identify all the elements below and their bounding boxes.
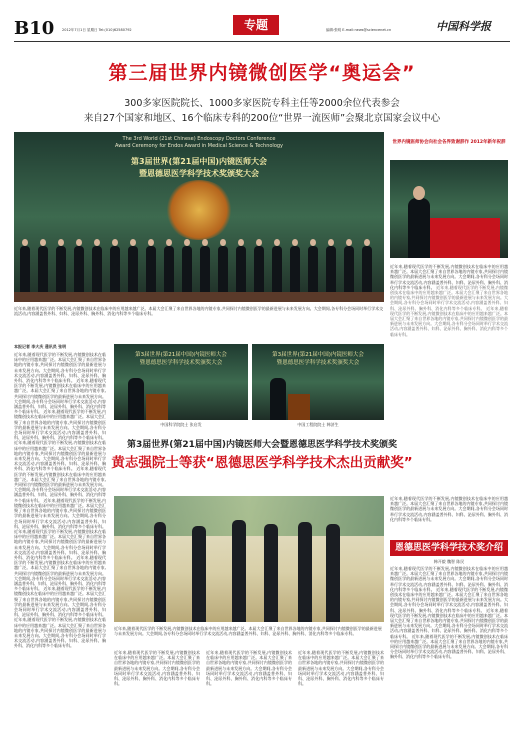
masthead-logo: 中国科学报 — [436, 20, 491, 33]
bottom-col-3 — [298, 650, 384, 734]
mid-left-stage-text: 第3届世界(第21届中国)内镜医师大会 — [135, 352, 227, 358]
left-column-body-3: 近年来,随着现代医学的不断发展,内镜微创技术在临床中的应用越来越广泛。本届大会汇聚了来自世界各地的内镜专家,共同探讨内镜微创医学的最新进展与未来发展方向。大会期间,各专科分会场同时举行学术交流活动,内容涵盖普外科、妇科、泌尿外科、胸外科、消化内科等多个临床专科。 — [14, 409, 106, 441]
left-column-text — [14, 352, 106, 732]
awardee-2 — [192, 526, 206, 622]
subheadline-1: 300多家医院院长、1000多家医院专科主任等2000余位代表参会 — [124, 98, 400, 109]
mid-right-speaker — [270, 378, 286, 420]
awardee-1 — [154, 522, 166, 622]
main-photo — [14, 132, 384, 302]
bottom-col-1 — [114, 650, 200, 734]
editor-info: 编辑:张明 E-mail:news@sciencenet.cn — [326, 28, 392, 32]
right-column-text — [390, 264, 508, 429]
awardee-6 — [326, 524, 340, 622]
left-column-body-4: 近年来,随着现代医学的不断发展,内镜微创技术在临床中的应用越来越广泛。本届大会汇聚了来自世界各地的内镜专家,共同探讨内镜微创医学的最新进展与未来发展方向。大会期间,各专科分会场同时举行学术交流活动,内容涵盖普外科、妇科、泌尿外科、胸外科、消化内科等多个临床专科。 — [14, 440, 106, 472]
left-column-body: 近年来,随着现代医学的不断发展,内镜微创技术在临床中的应用越来越广泛。本届大会汇聚了来自世界各地的内镜专家,共同探讨内镜微创医学的最新进展与未来发展方向。大会期间,各专科分会场同时举行学术交流活动,内容涵盖普外科、妇科、泌尿外科、胸外科、消化内科等多个临床专科。 — [14, 352, 106, 384]
awardee-3 — [232, 520, 246, 622]
left-byline: 本报记者 李大庆 通讯员 张明 — [14, 344, 67, 349]
bottom-col-2-text: 近年来,随着现代医学的不断发展,内镜微创技术在临床中的应用越来越广泛。本届大会汇聚了来自世界各地的内镜专家,共同探讨内镜微创医学的最新进展与未来发展方向。大会期间,各专科分会场同时举行学术交流活动,内容涵盖普外科、妇科、泌尿外科、胸外科、消化内科等多个临床专科。 — [206, 650, 292, 687]
mid-left-podium — [146, 394, 168, 420]
right-column-body: 近年来,随着现代医学的不断发展,内镜微创技术在临床中的应用越来越广泛。本届大会汇聚了来自世界各地的内镜专家,共同探讨内镜微创医学的最新进展与未来发展方向。大会期间,各专科分会场同时举行学术交流活动,内容涵盖普外科、妇科、泌尿外科、胸外科、消化内科等多个临床专科。 — [390, 264, 508, 290]
right-mid-text-body: 近年来,随着现代医学的不断发展,内镜微创技术在临床中的应用越来越广泛。本届大会汇聚了来自世界各地的内镜专家,共同探讨内镜微创医学的最新进展与未来发展方向。大会期间,各专科分会场同时举行学术交流活动,内容涵盖普外科、妇科、泌尿外科、胸外科、消化内科等多个临床专科。 — [390, 496, 508, 522]
sidebar-box-text — [390, 566, 508, 734]
side-photo-caption: 世界内镜医师协会向社会各界致谢辞作 2012年新年祝辞 — [392, 140, 506, 145]
left-column-body-9: 近年来,随着现代医学的不断发展,内镜微创技术在临床中的应用越来越广泛。本届大会汇聚了来自世界各地的内镜专家,共同探讨内镜微创医学的最新进展与未来发展方向。大会期间,各专科分会场同时举行学术交流活动,内容涵盖普外科、妇科、泌尿外科、胸外科、消化内科等多个临床专科。 — [14, 586, 106, 618]
right-mid-text — [390, 496, 508, 536]
award-photo — [114, 496, 384, 622]
speaker-photo — [390, 160, 508, 258]
stage-text-cn-1: 第3届世界(第21届中国)内镜医师大会 — [130, 157, 267, 166]
award-photo-caption: 近年来,随着现代医学的不断发展,内镜微创技术在临床中的应用越来越广泛。本届大会汇聚了来自世界各地的内镜专家,共同探讨内镜微创医学的最新进展与未来发展方向。大会期间,各专科分会场同时举行学术交流活动,内容涵盖普外科、妇科、泌尿外科、胸外科、消化内科等多个临床专科。 — [114, 626, 382, 636]
bottom-col-3-text: 近年来,随着现代医学的不断发展,内镜微创技术在临床中的应用越来越广泛。本届大会汇聚了来自世界各地的内镜专家,共同探讨内镜微创医学的最新进展与未来发展方向。大会期间,各专科分会场同时举行学术交流活动,内容涵盖普外科、妇科、泌尿外科、胸外科、消化内科等多个临床专科。 — [298, 650, 384, 687]
main-headline: 第三届世界内镜微创医学“奥运会” — [108, 62, 416, 84]
sidebar-box-title: 恩德思医学科学技术奖介绍 — [390, 540, 508, 556]
podium-banner — [430, 218, 500, 258]
speaker-head — [413, 186, 425, 200]
award-subhead: 第3届世界(第21届中国)内镜医师大会暨恩德思医学科学技术奖颁奖 — [126, 440, 397, 450]
mid-left-stage-text-2: 暨恩德思医学科学技术奖颁奖大会 — [139, 360, 223, 366]
mid-right-stage-text: 第3届世界(第21届中国)内镜医师大会 — [272, 352, 364, 358]
sidebar-body-4: 近年来,随着现代医学的不断发展,内镜微创技术在临床中的应用越来越广泛。本届大会汇聚了来自世界各地的内镜专家,共同探讨内镜微创医学的最新进展与未来发展方向。大会期间,各专科分会场同时举行学术交流活动,内容涵盖普外科、妇科、泌尿外科、胸外科、消化内科等多个临床专科。 — [390, 633, 508, 660]
left-column-body-7: 近年来,随着现代医学的不断发展,内镜微创技术在临床中的应用越来越广泛。本届大会汇聚了来自世界各地的内镜专家,共同探讨内镜微创医学的最新进展与未来发展方向。大会期间,各专科分会场同时举行学术交流活动,内容涵盖普外科、妇科、泌尿外科、胸外科、消化内科等多个临床专科。 — [14, 528, 106, 560]
main-photo-caption — [14, 306, 384, 336]
left-column-body-10: 近年来,随着现代医学的不断发展,内镜微创技术在临床中的应用越来越广泛。本届大会汇聚了来自世界各地的内镜专家,共同探讨内镜微创医学的最新进展与未来发展方向。大会期间,各专科分会场同时举行学术交流活动,内容涵盖普外科、妇科、泌尿外科、胸外科、消化内科等多个临床专科。 — [14, 617, 106, 649]
mid-photo-left — [114, 344, 248, 420]
caption-text: 近年来,随着现代医学的不断发展,内镜微创技术在临床中的应用越来越广泛。本届大会汇聚了来自世界各地的内镜专家,共同探讨内镜微创医学的最新进展与未来发展方向。大会期间,各专科分会场同时举行学术交流活动,内容涵盖普外科、妇科、泌尿外科、胸外科、消化内科等多个临床专科。 — [14, 306, 384, 316]
section-tag: 专题 — [233, 15, 279, 35]
left-column-body-8: 近年来,随着现代医学的不断发展,内镜微创技术在临床中的应用越来越广泛。本届大会汇聚了来自世界各地的内镜专家,共同探讨内镜微创医学的最新进展与未来发展方向。大会期间,各专科分会场同时举行学术交流活动,内容涵盖普外科、妇科、泌尿外科、胸外科、消化内科等多个临床专科。 — [14, 554, 106, 592]
sidebar-body-1: 近年来,随着现代医学的不断发展,内镜微创技术在临床中的应用越来越广泛。本届大会汇聚了来自世界各地的内镜专家,共同探讨内镜微创医学的最新进展与未来发展方向。大会期间,各专科分会场同时举行学术交流活动,内容涵盖普外科、妇科、泌尿外科、胸外科、消化内科等多个临床专科。 — [390, 566, 508, 592]
sidebar-box-byline: 韩开毅 魏智 陈民 — [433, 559, 465, 564]
mid-photo-right — [252, 344, 384, 420]
mid-left-speaker — [128, 378, 144, 420]
stage-text-cn-2: 暨恩德思医学科学技术奖颁奖大会 — [139, 169, 259, 178]
award-headline: 黄志强院士等获“恩德思医学科学技术杰出贡献奖” — [111, 455, 413, 471]
right-column-body-2: 近年来,随着现代医学的不断发展,内镜微创技术在临床中的应用越来越广泛。本届大会汇聚了来自世界各地的内镜专家,共同探讨内镜微创医学的最新进展与未来发展方向。大会期间,各专科分会场同时举行学术交流活动,内容涵盖普外科、妇科、泌尿外科、胸外科、消化内科等多个临床专科。 — [390, 284, 508, 311]
mid-right-stage-text-2: 暨恩德思医学科学技术奖颁奖大会 — [276, 360, 360, 366]
page-number: B10 — [14, 18, 55, 39]
sidebar-body-2: 近年来,随着现代医学的不断发展,内镜微创技术在临床中的应用越来越广泛。本届大会汇聚了来自世界各地的内镜专家,共同探讨内镜微创医学的最新进展与未来发展方向。大会期间,各专科分会场同时举行学术交流活动,内容涵盖普外科、妇科、泌尿外科、胸外科、消化内科等多个临床专科。 — [390, 586, 508, 613]
date-info: 2012年7月1日 星期日 Tel:(010)62580792 — [62, 28, 132, 32]
awardee-4 — [264, 524, 278, 622]
awardee-5 — [298, 522, 312, 622]
sidebar-body-3: 近年来,随着现代医学的不断发展,内镜微创技术在临床中的应用越来越广泛。本届大会汇聚了来自世界各地的内镜专家,共同探讨内镜微创医学的最新进展与未来发展方向。大会期间,各专科分会场同时举行学术交流活动,内容涵盖普外科、妇科、泌尿外科、胸外科、消化内科等多个临床专科。 — [390, 607, 508, 639]
stage-text-en-2: Award Ceremony for Endos Award in Medical Science & Technology — [114, 143, 284, 149]
left-column-body-6: 近年来,随着现代医学的不断发展,内镜微创技术在临床中的应用越来越广泛。本届大会汇聚了来自世界各地的内镜专家,共同探讨内镜微创医学的最新进展与未来发展方向。大会期间,各专科分会场同时举行学术交流活动,内容涵盖普外科、妇科、泌尿外科、胸外科、消化内科等多个临床专科。 — [14, 497, 106, 529]
stage-floor — [14, 292, 384, 302]
bottom-col-1-text: 近年来,随着现代医学的不断发展,内镜微创技术在临床中的应用越来越广泛。本届大会汇聚了来自世界各地的内镜专家,共同探讨内镜微创医学的最新进展与未来发展方向。大会期间,各专科分会场同时举行学术交流活动,内容涵盖普外科、妇科、泌尿外科、胸外科、消化内科等多个临床专科。 — [114, 650, 200, 687]
subheadline-2: 来自27个国家和地区、16个临床专科的200位“世界一流医师”会聚北京国家会议中心 — [83, 113, 441, 124]
left-column-body-2: 近年来,随着现代医学的不断发展,内镜微创技术在临床中的应用越来越广泛。本届大会汇聚了来自世界各地的内镜专家,共同探讨内镜微创医学的最新进展与未来发展方向。大会期间,各专科分会场同时举行学术交流活动,内容涵盖普外科、妇科、泌尿外科、胸外科、消化内科等多个临床专科。 — [14, 378, 106, 415]
stage-text-en-1: The 3rd World (21st Chinese) Endoscopy Doctors Conference — [122, 136, 276, 142]
mid-left-caption: 中国科学院院士 张启发 — [160, 422, 202, 427]
page-header — [0, 0, 524, 42]
mid-right-caption: 中国工程院院士 韩济生 — [297, 422, 339, 427]
mid-right-podium — [288, 394, 310, 420]
bottom-col-2 — [206, 650, 292, 734]
left-column-body-5: 近年来,随着现代医学的不断发展,内镜微创技术在临床中的应用越来越广泛。本届大会汇聚了来自世界各地的内镜专家,共同探讨内镜微创医学的最新进展与未来发展方向。大会期间,各专科分会场同时举行学术交流活动,内容涵盖普外科、妇科、泌尿外科、胸外科、消化内科等多个临床专科。 — [14, 466, 106, 503]
header-divider — [14, 41, 510, 42]
right-column-body-3: 近年来,随着现代医学的不断发展,内镜微创技术在临床中的应用越来越广泛。本届大会汇聚了来自世界各地的内镜专家,共同探讨内镜微创医学的最新进展与未来发展方向。大会期间,各专科分会场同时举行学术交流活动,内容涵盖普外科、妇科、泌尿外科、胸外科、消化内科等多个临床专科。 — [390, 305, 508, 337]
speaker-figure — [408, 198, 430, 258]
